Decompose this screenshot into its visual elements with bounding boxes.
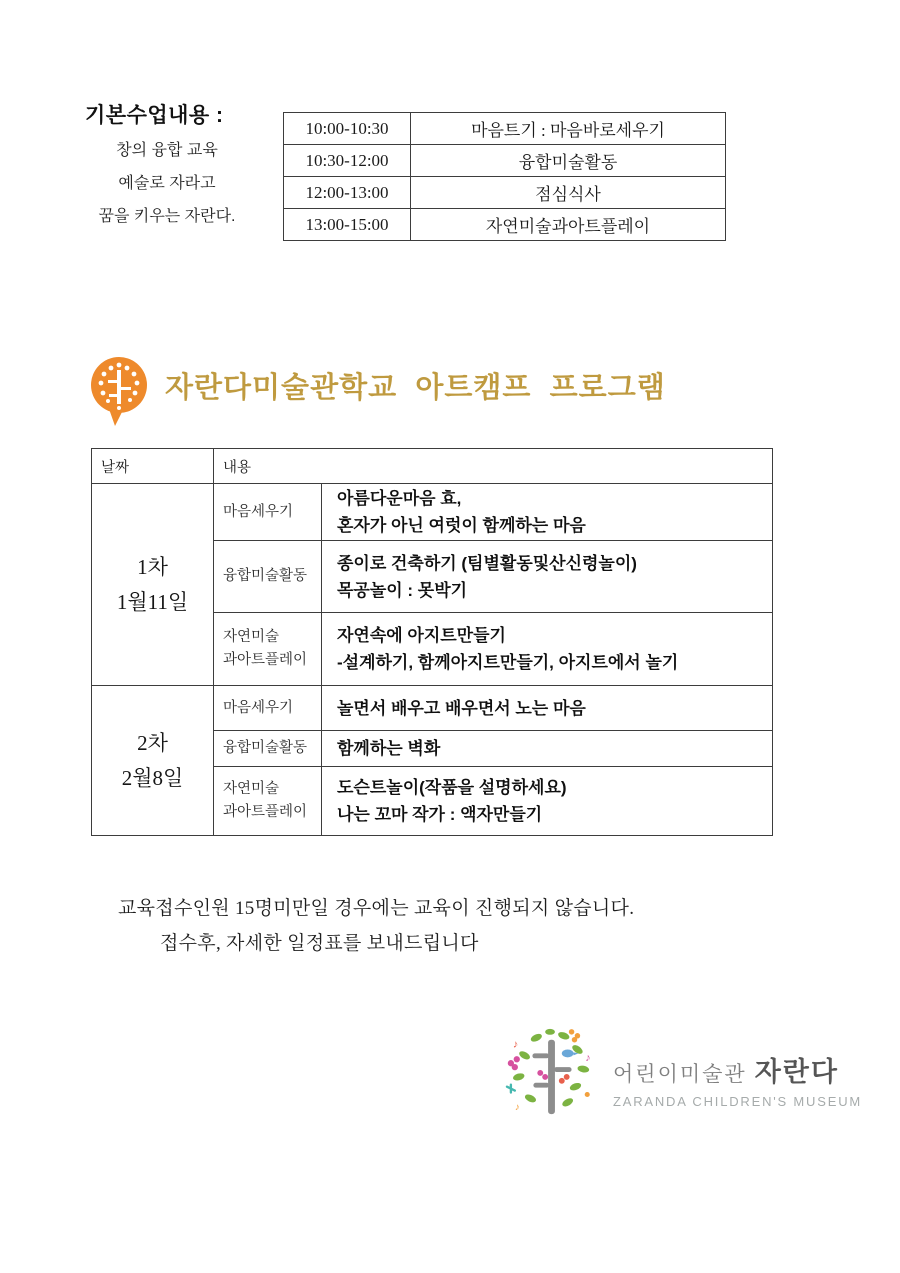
svg-text:♪: ♪ (514, 1102, 520, 1114)
label-line: 과아트플레이 (223, 652, 308, 668)
time-cell: 13:00-15:00 (284, 209, 411, 241)
intro-slogan-line: 꿈을 키우는 자란다. (98, 208, 236, 225)
description-cell (322, 731, 773, 767)
intro-slogan-line: 창의 융합 교육 (116, 142, 218, 159)
description-cell (322, 484, 773, 541)
label-line: 융합미술활동 (223, 568, 308, 584)
activity-cell: 자연미술과아트플레이 (411, 209, 726, 241)
description-line: -설계하기, 함께아지트만들기, 아지트에서 놀기 (337, 653, 679, 672)
activity-label-cell (214, 484, 322, 541)
description-line: 목공놀이 : 못박기 (337, 580, 468, 600)
date-cell (92, 484, 214, 686)
table-row (284, 113, 726, 145)
description-line: 종이로 건축하기 (팀별활동및산신령놀이) (337, 553, 637, 573)
activity-cell: 융합미술활동 (411, 145, 726, 177)
program-title-row (88, 356, 666, 428)
header-content: 내용 (214, 449, 773, 484)
zaranda-tree-logo-icon (503, 1026, 601, 1118)
note-line: 접수후, 자세한 일정표를 보내드립니다 (160, 933, 479, 954)
footer-subtitle: ZARANDA CHILDREN'S MUSEUM (613, 1094, 863, 1109)
description-line: 함께하는 벽화 (337, 739, 441, 758)
table-row (92, 484, 773, 541)
activity-label-cell (214, 767, 322, 836)
intro-heading: 기본수업내용 : (85, 104, 224, 127)
date-line: 1차 (137, 554, 168, 579)
activity-cell: 점심식사 (411, 177, 726, 209)
time-cell: 12:00-13:00 (284, 177, 411, 209)
description-line: 아름다운마음 효, (337, 489, 462, 508)
program-table (91, 448, 773, 836)
label-line: 마음세우기 (223, 503, 294, 520)
description-cell (322, 613, 773, 686)
label-line: 마음세우기 (223, 699, 294, 716)
table-row (284, 177, 726, 209)
date-line: 1월11일 (116, 589, 189, 614)
description-cell (322, 541, 773, 613)
note-line: 교육접수인원 15명미만일 경우에는 교육이 진행되지 않습니다. (118, 898, 635, 919)
intro-slogan (78, 134, 256, 233)
activity-label-cell (214, 613, 322, 686)
zaranda-balloon-logo-icon (88, 356, 150, 428)
description-line: 혼자가 아닌 여럿이 함께하는 마음 (337, 516, 586, 535)
table-row (92, 686, 773, 731)
label-line: 융합미술활동 (223, 740, 308, 756)
activity-label-cell (214, 731, 322, 767)
description-line: 도슨트놀이(작품을 설명하세요) (337, 778, 567, 797)
svg-text:♪: ♪ (585, 1052, 591, 1065)
date-cell (92, 686, 214, 836)
label-line: 자연미술 (223, 629, 280, 645)
label-line: 과아트플레이 (223, 804, 308, 820)
activity-label-cell (214, 541, 322, 613)
description-line: 자연속에 아지트만들기 (337, 626, 506, 645)
footer-museum-name: 어린이미술관 (613, 1063, 747, 1086)
table-header-row (92, 449, 773, 484)
activity-cell: 마음트기 : 마음바로세우기 (411, 113, 726, 145)
svg-text:♪: ♪ (512, 1038, 519, 1051)
description-line: 놀면서 배우고 배우면서 노는 마음 (337, 698, 586, 718)
time-cell: 10:00-10:30 (284, 113, 411, 145)
description-line: 나는 꼬마 작가 : 액자만들기 (337, 805, 543, 824)
header-date: 날짜 (92, 449, 214, 484)
enrollment-notes (118, 891, 634, 961)
label-line: 자연미술 (223, 781, 280, 797)
footer-brand (503, 1026, 862, 1118)
daily-schedule-table (283, 112, 726, 241)
program-title: 자란다미술관학교 아트캠프 프로그램 (165, 371, 666, 404)
time-cell: 10:30-12:00 (284, 145, 411, 177)
table-row (284, 209, 726, 241)
description-cell (322, 767, 773, 836)
activity-label-cell (214, 686, 322, 731)
intro-slogan-line: 예술로 자라고 (118, 175, 216, 192)
footer-brand-text (613, 1026, 862, 1109)
table-row (284, 145, 726, 177)
footer-brand-name: 자란다 (754, 1057, 839, 1087)
date-line: 2차 (137, 730, 168, 755)
description-cell (322, 686, 773, 731)
date-line: 2월8일 (121, 765, 184, 790)
